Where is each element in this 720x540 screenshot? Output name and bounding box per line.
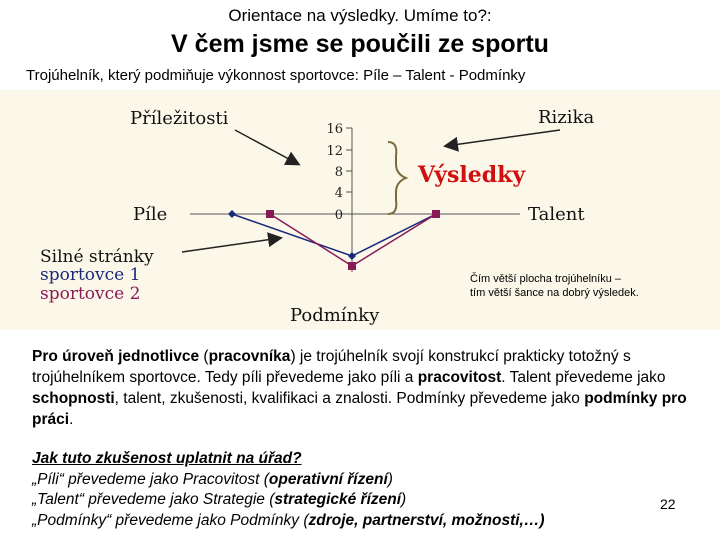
page-title: V čem jsme se poučili ze sportu — [171, 30, 549, 58]
conditions-label: Podmínky — [290, 305, 380, 326]
para-segment: . — [69, 411, 74, 428]
main-paragraph — [32, 346, 692, 430]
y-ticks — [346, 128, 352, 214]
diagram-canvas — [0, 90, 720, 330]
tick-label: 4 — [334, 186, 343, 201]
para-segment: pracovitost — [417, 369, 502, 386]
para-segment: schopnosti — [32, 390, 115, 407]
strengths-label: Silné stránky — [40, 247, 154, 267]
question-heading: Jak tuto zkušenost uplatnit na úřad? — [32, 450, 302, 467]
tick-label: 12 — [326, 144, 343, 159]
mapping-line-1: „Píli“ převedeme jako Pracovitost (operativní řízení) — [32, 470, 393, 488]
tick-label: 0 — [334, 208, 343, 223]
athlete2-label: sportovce 2 — [40, 284, 141, 304]
arrow-strengths — [182, 238, 280, 252]
para-segment: ) je trojúhelník svojí konstrukcí prakticky totožný s trojúhelníkem sportovce. Tedy píli převedeme jako píli a — [32, 348, 631, 386]
tick-label: 16 — [326, 122, 343, 137]
application-section — [32, 449, 652, 531]
para-segment: Pro úroveň jednotlivce — [32, 348, 200, 365]
note-line2: tím větší šance na dobrý výsledek. — [470, 287, 639, 299]
para-segment: ( — [199, 348, 209, 365]
para-segment: . Talent převedeme jako — [501, 369, 666, 386]
opportunities-label: Příležitosti — [130, 108, 229, 129]
mapping-line-2: „Talent“ převedeme jako Strategie (strategické řízení) — [32, 491, 407, 508]
para-segment: , talent, zkušenosti, kvalifikaci a znalosti. Podmínky převedeme jako — [114, 390, 585, 407]
para-segment: podmínky pro práci — [32, 390, 687, 428]
mapping-line-3: „Podmínky“ převedeme jako Podmínky (zdroje, partnerství, možnosti,…) — [32, 511, 545, 529]
arrow-opportunities — [235, 130, 298, 164]
note-line1: Čím větší plocha trojúhelníku – — [470, 273, 622, 285]
athlete2-markers — [266, 210, 440, 270]
results-bracket — [388, 142, 406, 214]
risks-label: Rizika — [538, 107, 595, 128]
results-label: Výsledky — [418, 162, 526, 188]
header-subtitle: Orientace na výsledky. Umíme to?: — [228, 6, 492, 25]
page-number: 22 — [660, 496, 676, 512]
para-segment: pracovníka — [208, 348, 291, 365]
tick-label: 8 — [334, 165, 343, 180]
talent-label: Talent — [528, 204, 585, 225]
arrow-risks — [446, 130, 560, 146]
triangle-diagram — [0, 90, 720, 330]
athlete1-label: sportovce 1 — [40, 265, 141, 285]
intro-text: Trojúhelník, který podmiňuje výkonnost sportovce: Píle – Talent - Podmínky — [26, 67, 526, 84]
diligence-label: Píle — [133, 204, 168, 225]
